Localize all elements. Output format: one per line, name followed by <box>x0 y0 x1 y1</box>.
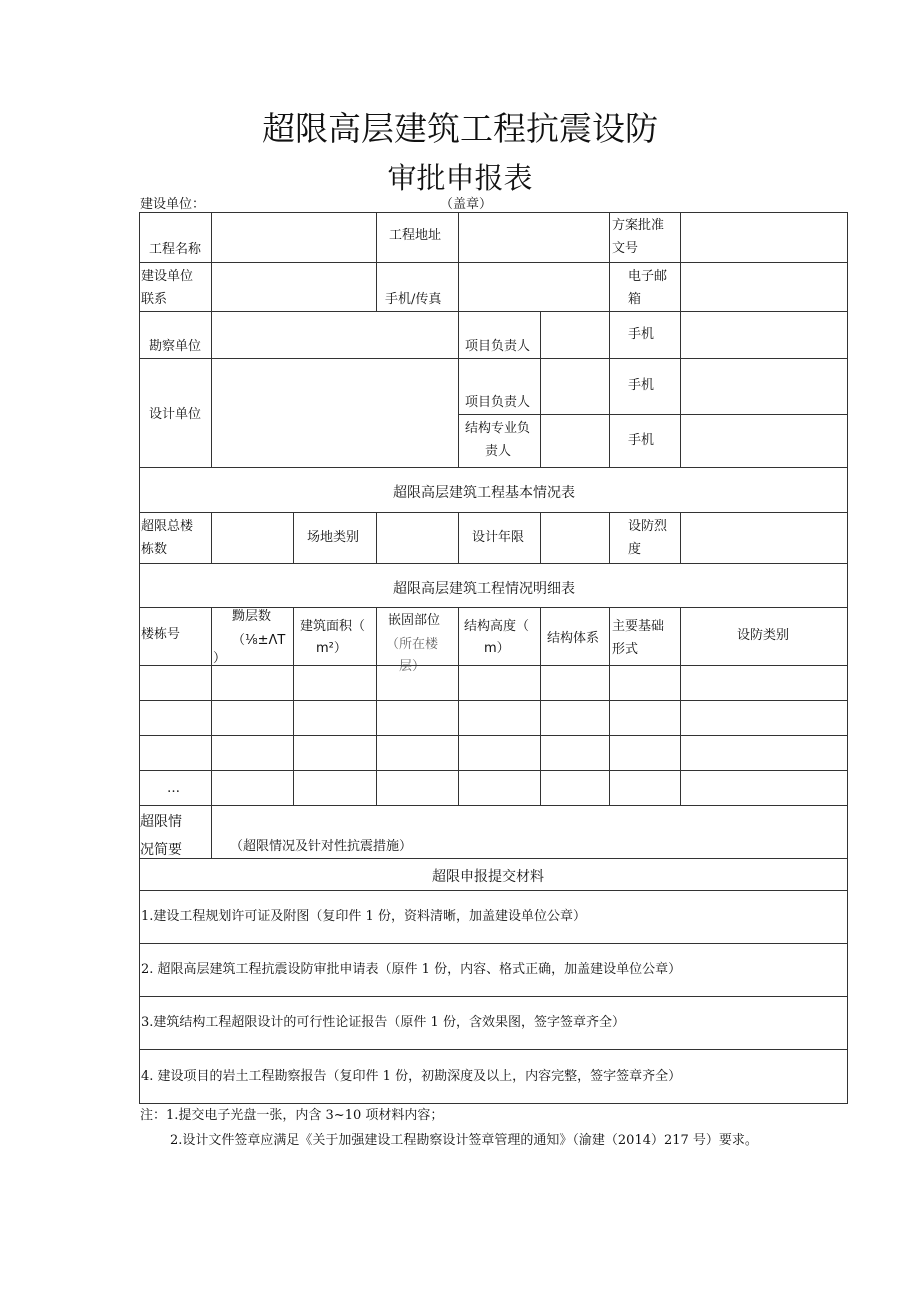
cell-contact-label: 建设单位 联系 <box>139 262 212 312</box>
cell-struct-phone-label: 手机 <box>609 414 681 468</box>
cell-survey-phone-value[interactable] <box>680 311 848 359</box>
detail-cell[interactable] <box>376 700 459 736</box>
cell-struct-leader-label: 结构专业负 责人 <box>458 414 541 468</box>
cell-project-address-value[interactable] <box>458 212 610 263</box>
detail-cell[interactable] <box>609 735 681 771</box>
detail-cell[interactable] <box>139 735 212 771</box>
construction-unit-label: 建设单位： <box>140 197 206 212</box>
cell-phone-fax-value[interactable] <box>458 262 610 312</box>
title-line-2: 审批申报表 <box>387 161 533 195</box>
detail-cell[interactable] <box>609 770 681 806</box>
summary-value[interactable]: （超限情况及针对性抗震措施） <box>211 805 848 859</box>
detail-cell[interactable] <box>211 770 294 806</box>
detail-cell[interactable] <box>540 665 610 701</box>
cell-seismic-value[interactable] <box>680 512 848 564</box>
cell-struct-phone-value[interactable] <box>680 414 848 468</box>
detail-cell[interactable] <box>293 700 377 736</box>
cell-design-leader-value[interactable] <box>540 358 610 415</box>
cell-design-life-value[interactable] <box>540 512 610 564</box>
cell-survey-phone-label: 手机 <box>609 311 681 359</box>
material-item-4: 4. 建设项目的岩土工程勘察报告（复印件 1 份，初勘深度及以上，内容完整，签字签章齐全） <box>139 1049 848 1104</box>
detail-cell[interactable] <box>376 770 459 806</box>
col-area: 建筑面积（ m²） <box>293 607 377 666</box>
col-embed: 嵌固部位 （所在楼 层） <box>376 607 459 666</box>
cell-site-class-label: 场地类别 <box>293 512 377 564</box>
detail-cell[interactable] <box>458 665 541 701</box>
detail-cell[interactable] <box>680 770 848 806</box>
seal-label: （盖章） <box>440 197 493 212</box>
detail-cell-ellipsis[interactable]: … <box>139 770 212 806</box>
col-building-no: 楼栋号 <box>139 607 212 666</box>
cell-design-phone-value[interactable] <box>680 358 848 415</box>
material-item-2: 2. 超限高层建筑工程抗震设防审批申请表（原件 1 份，内容、格式正确，加盖建设单位公章） <box>139 943 848 997</box>
detail-cell[interactable] <box>139 665 212 701</box>
material-item-3: 3.建筑结构工程超限设计的可行性论证报告（原件 1 份，含效果图，签字签章齐全） <box>139 996 848 1050</box>
detail-cell[interactable] <box>540 700 610 736</box>
cell-plan-approval-label: 方案批准 文号 <box>609 212 681 263</box>
cell-seismic-label: 设防烈 度 <box>609 512 681 564</box>
detail-cell[interactable] <box>540 735 610 771</box>
cell-struct-leader-value[interactable] <box>540 414 610 468</box>
cell-contact-value[interactable] <box>211 262 377 312</box>
col-system: 结构体系 <box>540 607 610 666</box>
basic-section-title: 超限高层建筑工程基本情况表 <box>139 467 848 513</box>
detail-cell[interactable] <box>609 700 681 736</box>
detail-cell[interactable] <box>540 770 610 806</box>
cell-plan-approval-value[interactable] <box>680 212 848 263</box>
title-line-1: 超限高层建筑工程抗震设防 <box>262 109 658 148</box>
cell-design-leader-label: 项目负责人 <box>458 358 541 415</box>
cell-project-name-label: 工程名称 <box>139 212 212 263</box>
cell-email-label: 电子邮 箱 <box>609 262 681 312</box>
material-item-1: 1.建设工程规划许可证及附图（复印件 1 份，资料清晰，加盖建设单位公章） <box>139 890 848 944</box>
note-line-2: 2.设计文件签章应满足《关于加强建设工程勘察设计签章管理的通知》（渝建（2014）217 号）要求。 <box>170 1133 758 1148</box>
cell-design-life-label: 设计年限 <box>458 512 541 564</box>
detail-section-title: 超限高层建筑工程情况明细表 <box>139 563 848 608</box>
detail-cell[interactable] <box>211 665 294 701</box>
cell-survey-leader-label: 项目负责人 <box>458 311 541 359</box>
cell-design-phone-label: 手机 <box>609 358 681 415</box>
col-height: 结构高度（ m） <box>458 607 541 666</box>
detail-cell[interactable] <box>458 770 541 806</box>
detail-cell[interactable] <box>293 665 377 701</box>
detail-cell[interactable] <box>211 735 294 771</box>
summary-label: 超限情 况简要 <box>139 805 212 859</box>
note-line-1: 注：1.提交电子光盘一张，内含 3~10 项材料内容； <box>140 1108 444 1123</box>
cell-phone-fax-label: 手机/传真 <box>376 262 459 312</box>
detail-cell[interactable] <box>680 665 848 701</box>
detail-cell[interactable] <box>458 700 541 736</box>
col-category: 设防类别 <box>680 607 848 666</box>
detail-cell[interactable] <box>376 735 459 771</box>
cell-email-value[interactable] <box>680 262 848 312</box>
detail-cell[interactable] <box>293 770 377 806</box>
detail-cell[interactable] <box>458 735 541 771</box>
col-floors: 黝层数 （⅛±ΛT ） <box>211 607 294 666</box>
cell-site-class-value[interactable] <box>376 512 459 564</box>
cell-design-unit-label: 设计单位 <box>139 358 212 468</box>
cell-survey-unit-label: 勘察单位 <box>139 311 212 359</box>
cell-survey-unit-value[interactable] <box>211 311 459 359</box>
cell-total-buildings-label: 超限总楼 栋数 <box>139 512 212 564</box>
detail-cell[interactable] <box>211 700 294 736</box>
detail-cell[interactable] <box>609 665 681 701</box>
cell-project-address-label: 工程地址 <box>376 212 459 263</box>
detail-cell[interactable] <box>376 665 459 701</box>
detail-cell[interactable] <box>680 700 848 736</box>
detail-cell[interactable] <box>680 735 848 771</box>
cell-project-name-value[interactable] <box>211 212 377 263</box>
detail-cell[interactable] <box>293 735 377 771</box>
cell-survey-leader-value[interactable] <box>540 311 610 359</box>
detail-cell[interactable] <box>139 700 212 736</box>
cell-total-buildings-value[interactable] <box>211 512 294 564</box>
materials-section-title: 超限申报提交材料 <box>139 858 848 891</box>
col-foundation: 主要基础 形式 <box>609 607 681 666</box>
cell-design-unit-value[interactable] <box>211 358 459 468</box>
